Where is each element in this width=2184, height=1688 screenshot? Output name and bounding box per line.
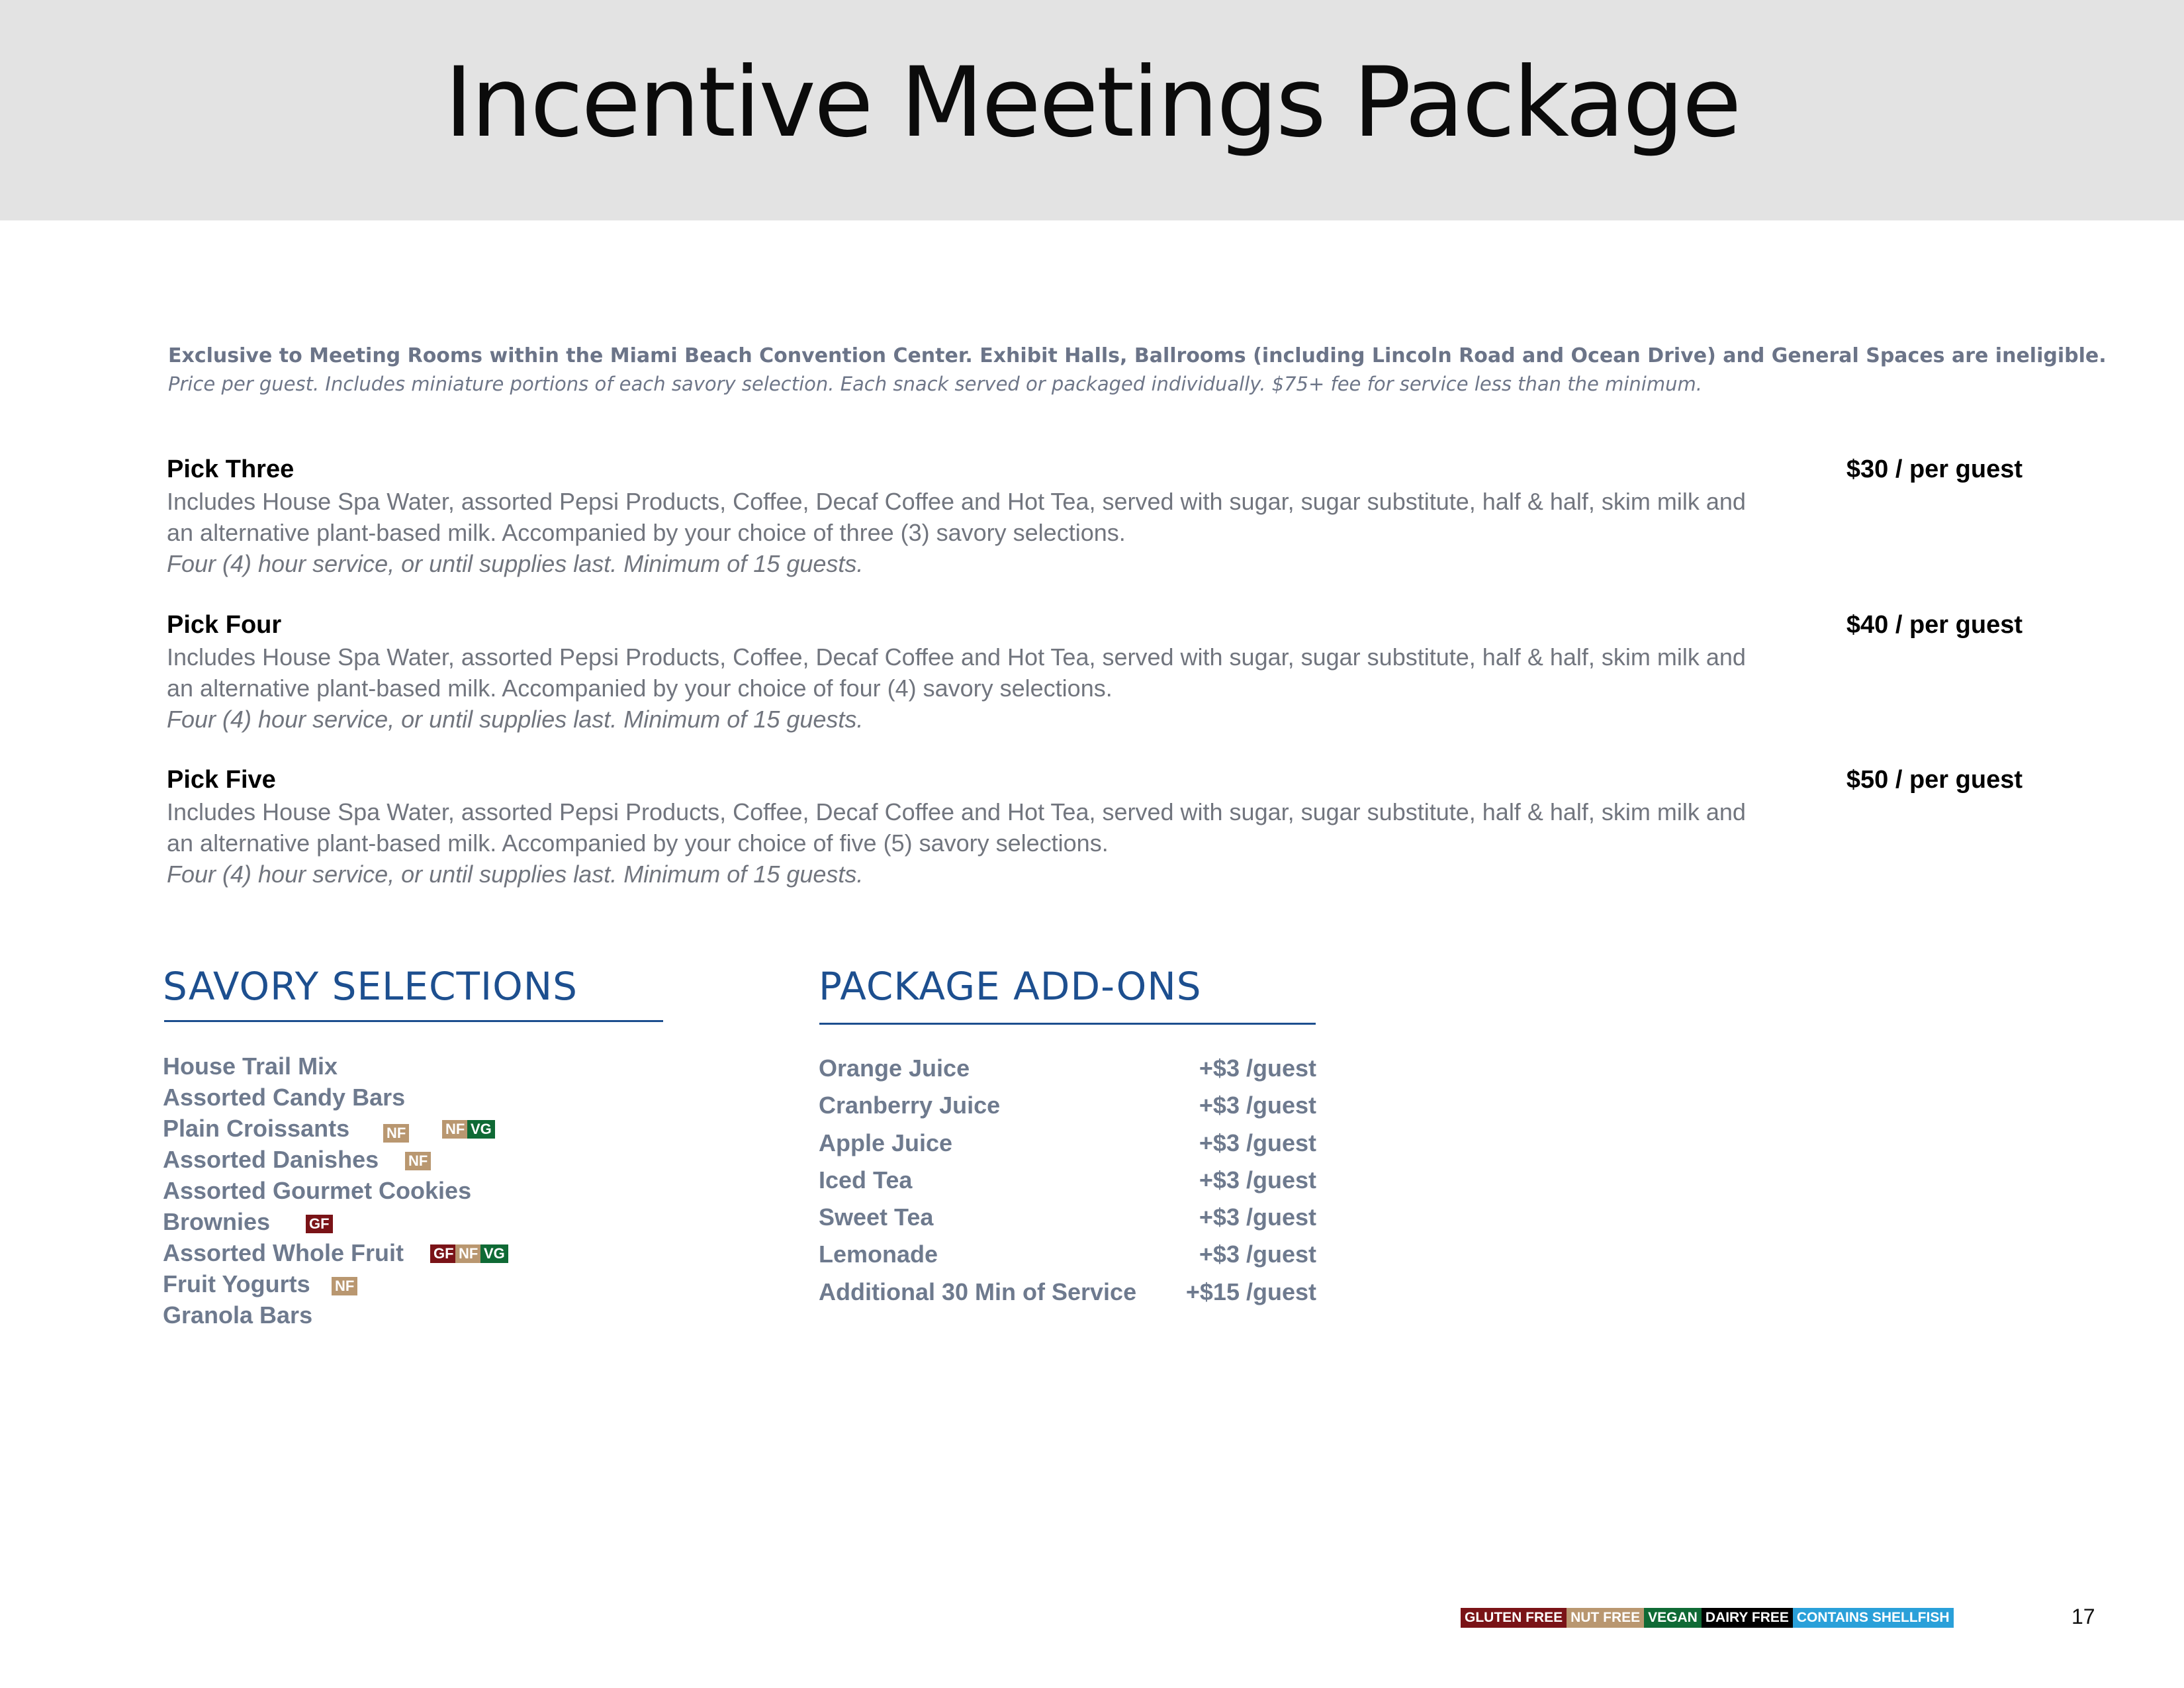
addon-price: +$3 /guest xyxy=(1199,1129,1316,1156)
list-item xyxy=(163,1206,758,1237)
list-item xyxy=(819,1276,1316,1313)
selection-name: Assorted Whole Fruit xyxy=(163,1239,404,1266)
addon-price: +$3 /guest xyxy=(1199,1055,1316,1082)
list-item xyxy=(163,1051,758,1082)
vegan-badge: VG xyxy=(480,1244,508,1263)
savory-heading-rule xyxy=(164,1020,663,1022)
addon-price: +$3 /guest xyxy=(1199,1241,1316,1268)
list-item xyxy=(163,1144,758,1175)
addon-name: Cranberry Juice xyxy=(819,1092,1001,1119)
package-description: Includes House Spa Water, assorted Pepsi Products, Coffee, Decaf Coffee and Hot Tea, served with sugar, sugar substitute, half & half, skim milk and an alternative plant-based milk. Accompanied by your choice of three (3) savory selections. xyxy=(167,488,1746,546)
package-pick-five xyxy=(167,765,2023,890)
addon-name: Lemonade xyxy=(819,1241,938,1268)
list-item xyxy=(163,1082,758,1113)
addon-name: Sweet Tea xyxy=(819,1203,934,1231)
package-service-note: Four (4) hour service, or until supplies last. Minimum of 15 guests. xyxy=(167,550,864,577)
list-item xyxy=(819,1164,1316,1201)
package-name: Pick Four xyxy=(167,611,282,639)
page-number: 17 xyxy=(2071,1605,2095,1628)
gluten-free-badge: GF xyxy=(430,1244,457,1263)
selection-name: House Trail Mix xyxy=(163,1053,338,1080)
selection-name: Fruit Yogurts xyxy=(163,1270,310,1297)
package-add-ons-heading: PACKAGE ADD-ONS xyxy=(819,964,1202,1009)
addon-price: +$15 /guest xyxy=(1185,1278,1316,1305)
list-item xyxy=(819,1238,1316,1275)
legend-contains-shellfish: CONTAINS SHELLFISH xyxy=(1793,1608,1954,1628)
addon-price: +$3 /guest xyxy=(1199,1092,1316,1119)
selection-name: Assorted Candy Bars xyxy=(163,1084,406,1111)
intro-notes xyxy=(168,342,2107,398)
addon-name: Orange Juice xyxy=(819,1055,970,1082)
list-item xyxy=(163,1113,758,1144)
legend-dairy-free: DAIRY FREE xyxy=(1702,1608,1793,1628)
list-item xyxy=(163,1237,758,1268)
addon-price: +$3 /guest xyxy=(1199,1203,1316,1231)
nut-free-badge: NF xyxy=(442,1120,468,1139)
eligibility-note: Exclusive to Meeting Rooms within the Miami Beach Convention Center. Exhibit Halls, Ballrooms (including Lincoln Road and Ocean Drive) and General Spaces are ineligible. xyxy=(168,344,2107,367)
list-item xyxy=(819,1052,1316,1089)
legend-gluten-free: GLUTEN FREE xyxy=(1461,1608,1567,1628)
selection-name: Plain Croissants xyxy=(163,1115,350,1142)
pricing-note: Price per guest. Includes miniature portions of each savory selection. Each snack served or packaged individually. $75+ fee for service less than the minimum. xyxy=(168,373,1702,395)
page-title: Incentive Meetings Package xyxy=(444,46,1740,159)
selection-name: Granola Bars xyxy=(163,1301,313,1329)
add-ons-heading-rule xyxy=(819,1023,1316,1025)
legend-nut-free: NUT FREE xyxy=(1567,1608,1644,1628)
nut-free-badge: NF xyxy=(383,1124,409,1143)
package-name: Pick Three xyxy=(167,455,295,483)
list-item xyxy=(819,1201,1316,1238)
legend-vegan: VEGAN xyxy=(1644,1608,1702,1628)
list-item xyxy=(819,1127,1316,1164)
gluten-free-badge: GF xyxy=(306,1215,333,1233)
nut-free-badge: NF xyxy=(405,1152,431,1170)
list-item xyxy=(819,1089,1316,1126)
dietary-legend xyxy=(1461,1608,1954,1628)
savory-selections-heading: SAVORY SELECTIONS xyxy=(163,964,578,1009)
addon-name: Additional 30 Min of Service xyxy=(819,1278,1137,1305)
list-item xyxy=(163,1299,758,1331)
addon-name: Apple Juice xyxy=(819,1129,953,1156)
package-price: $50 / per guest xyxy=(1846,766,2023,794)
package-pick-three xyxy=(167,454,2023,579)
selection-name: Assorted Danishes xyxy=(163,1146,379,1173)
package-pick-four xyxy=(167,610,2023,735)
package-name: Pick Five xyxy=(167,766,276,794)
selection-name: Brownies xyxy=(163,1208,271,1235)
addon-price: +$3 /guest xyxy=(1199,1166,1316,1194)
addon-name: Iced Tea xyxy=(819,1166,913,1194)
package-price: $30 / per guest xyxy=(1846,455,2023,483)
package-description: Includes House Spa Water, assorted Pepsi Products, Coffee, Decaf Coffee and Hot Tea, served with sugar, sugar substitute, half & half, skim milk and an alternative plant-based milk. Accompanied by your choice of four (4) savory selections. xyxy=(167,643,1746,702)
list-item xyxy=(163,1175,758,1206)
nut-free-badge: NF xyxy=(455,1244,481,1263)
package-price: $40 / per guest xyxy=(1846,611,2023,639)
nut-free-badge: NF xyxy=(332,1277,357,1295)
vegan-badge: VG xyxy=(467,1120,495,1139)
package-description: Includes House Spa Water, assorted Pepsi Products, Coffee, Decaf Coffee and Hot Tea, served with sugar, sugar substitute, half & half, skim milk and an alternative plant-based milk. Accompanied by your choice of five (5) savory selections. xyxy=(167,798,1746,857)
package-add-on-list xyxy=(819,1052,1316,1313)
package-service-note: Four (4) hour service, or until supplies last. Minimum of 15 guests. xyxy=(167,861,864,888)
package-service-note: Four (4) hour service, or until supplies last. Minimum of 15 guests. xyxy=(167,706,864,733)
savory-selection-list xyxy=(163,1051,758,1331)
selection-name: Assorted Gourmet Cookies xyxy=(163,1177,472,1204)
list-item xyxy=(163,1268,758,1299)
